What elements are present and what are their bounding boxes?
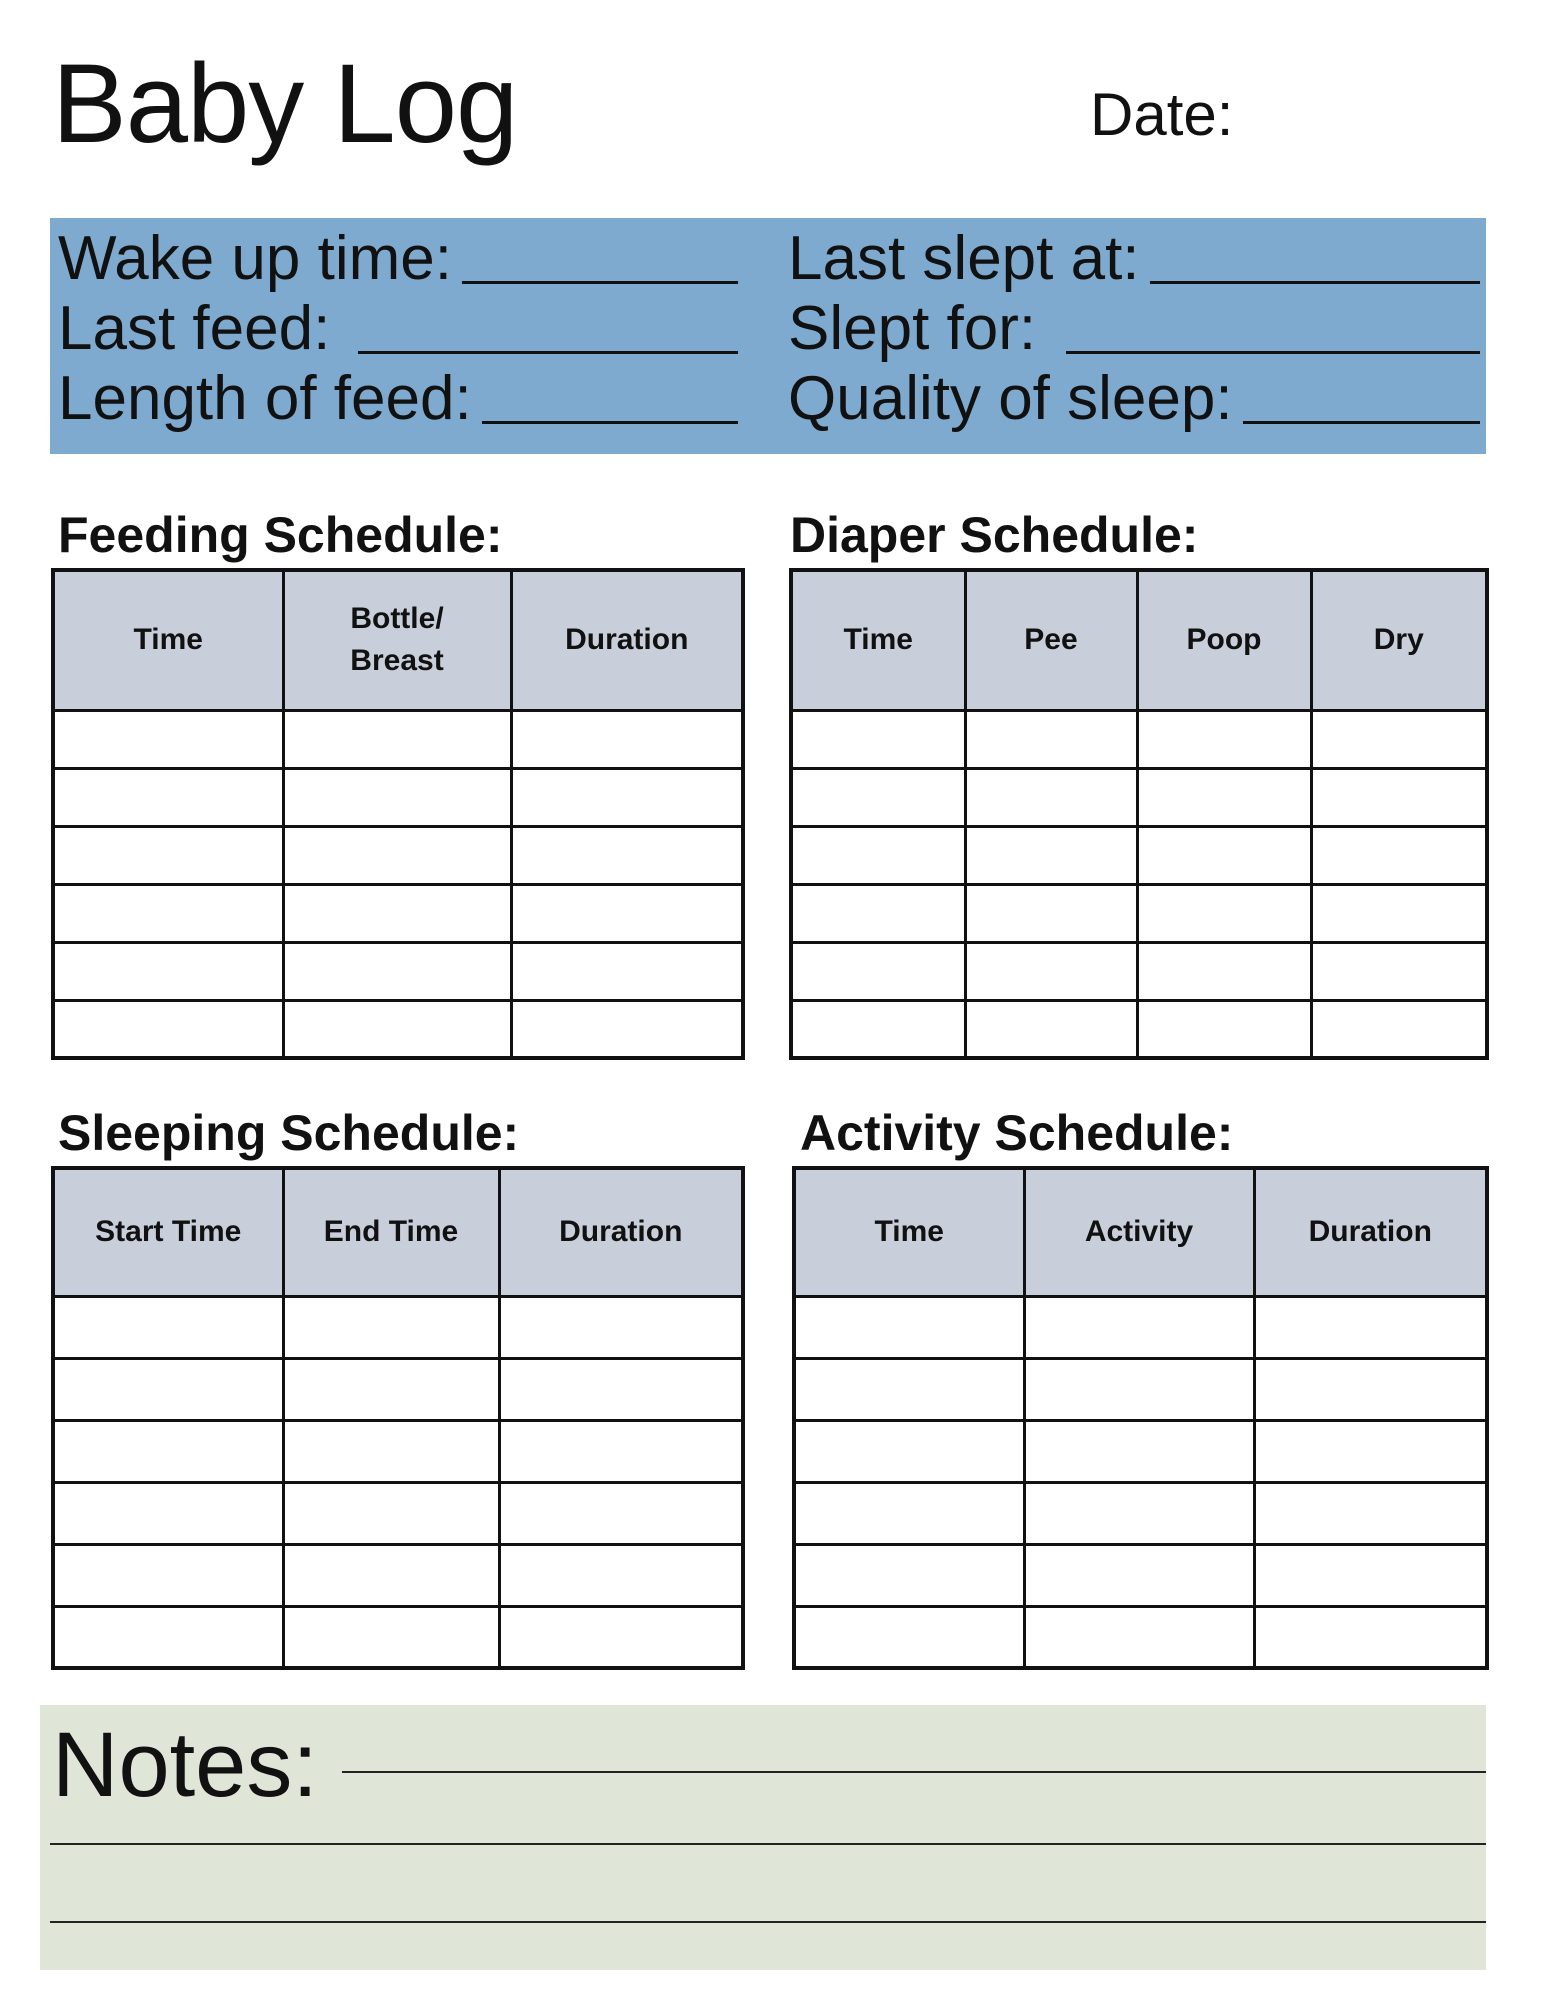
table-cell[interactable] [1137, 768, 1311, 826]
last-slept-at-field[interactable] [1150, 281, 1480, 284]
table-cell[interactable] [511, 768, 743, 826]
activity-col-duration: Duration [1254, 1168, 1487, 1296]
table-cell[interactable] [1024, 1482, 1254, 1544]
table-cell[interactable] [1311, 826, 1487, 884]
table-cell[interactable] [511, 884, 743, 942]
table-cell[interactable] [511, 710, 743, 768]
last-feed-label: Last feed: [58, 294, 331, 363]
diaper-schedule-title: Diaper Schedule: [790, 507, 1199, 563]
table-cell[interactable] [791, 768, 965, 826]
slept-for-field[interactable] [1066, 351, 1480, 354]
wake-up-time-row [58, 224, 738, 293]
table-cell[interactable] [1254, 1606, 1487, 1668]
last-slept-at-label: Last slept at: [788, 224, 1140, 293]
table-cell[interactable] [283, 710, 511, 768]
table-row [794, 1358, 1487, 1420]
table-cell[interactable] [511, 1000, 743, 1058]
table-cell[interactable] [965, 1000, 1137, 1058]
last-feed-row [58, 294, 738, 363]
sleeping-table [51, 1166, 745, 1670]
info-band [50, 218, 1486, 454]
table-cell[interactable] [794, 1606, 1024, 1668]
table-row [53, 1358, 743, 1420]
feeding-body [53, 710, 743, 1058]
table-cell[interactable] [499, 1482, 743, 1544]
feeding-header-row [53, 570, 743, 710]
table-row [53, 1482, 743, 1544]
diaper-header-row [791, 570, 1487, 710]
table-cell[interactable] [1254, 1296, 1487, 1358]
table-cell[interactable] [965, 826, 1137, 884]
table-cell[interactable] [283, 1544, 499, 1606]
table-cell[interactable] [794, 1358, 1024, 1420]
activity-col-activity: Activity [1024, 1168, 1254, 1296]
date-label: Date: [1090, 81, 1234, 148]
sleeping-schedule-title: Sleeping Schedule: [58, 1105, 520, 1161]
notes-line[interactable] [342, 1771, 1486, 1773]
table-row [53, 826, 743, 884]
table-cell[interactable] [965, 710, 1137, 768]
length-of-feed-field[interactable] [482, 421, 738, 424]
table-cell[interactable] [283, 884, 511, 942]
table-cell[interactable] [794, 1544, 1024, 1606]
table-cell[interactable] [1137, 1000, 1311, 1058]
table-cell[interactable] [791, 710, 965, 768]
table-cell[interactable] [499, 1358, 743, 1420]
slept-for-row [788, 294, 1480, 363]
table-row [791, 826, 1487, 884]
table-cell[interactable] [791, 826, 965, 884]
table-cell[interactable] [283, 1358, 499, 1420]
notes-line[interactable] [50, 1843, 1486, 1845]
table-cell[interactable] [53, 768, 283, 826]
last-feed-field[interactable] [358, 351, 738, 354]
table-row [794, 1606, 1487, 1668]
table-cell[interactable] [1254, 1544, 1487, 1606]
table-cell[interactable] [53, 1296, 283, 1358]
feeding-col-duration: Duration [511, 570, 743, 710]
table-row [53, 768, 743, 826]
table-cell[interactable] [965, 768, 1137, 826]
wake-up-time-label: Wake up time: [58, 224, 452, 293]
table-row [794, 1296, 1487, 1358]
table-cell[interactable] [53, 884, 283, 942]
table-cell[interactable] [53, 710, 283, 768]
table-cell[interactable] [1024, 1606, 1254, 1668]
table-row [791, 884, 1487, 942]
table-cell[interactable] [794, 1420, 1024, 1482]
sleeping-body [53, 1296, 743, 1668]
table-cell[interactable] [1311, 884, 1487, 942]
notes-line[interactable] [50, 1921, 1486, 1923]
table-cell[interactable] [1137, 884, 1311, 942]
table-cell[interactable] [1024, 1358, 1254, 1420]
diaper-col-pee: Pee [965, 570, 1137, 710]
activity-body [794, 1296, 1487, 1668]
diaper-body [791, 710, 1487, 1058]
table-cell[interactable] [965, 942, 1137, 1000]
table-cell[interactable] [1137, 942, 1311, 1000]
quality-of-sleep-label: Quality of sleep: [788, 364, 1233, 433]
table-cell[interactable] [791, 884, 965, 942]
table-cell[interactable] [965, 884, 1137, 942]
table-cell[interactable] [499, 1544, 743, 1606]
table-row [791, 1000, 1487, 1058]
table-row [53, 1606, 743, 1668]
length-of-feed-row [58, 364, 738, 433]
table-cell[interactable] [1024, 1296, 1254, 1358]
table-row [794, 1544, 1487, 1606]
table-row [53, 942, 743, 1000]
table-cell[interactable] [53, 942, 283, 1000]
table-cell[interactable] [499, 1420, 743, 1482]
table-cell[interactable] [1311, 710, 1487, 768]
feeding-col-time: Time [53, 570, 283, 710]
table-cell[interactable] [53, 826, 283, 884]
diaper-col-dry: Dry [1311, 570, 1487, 710]
table-cell[interactable] [1311, 942, 1487, 1000]
table-cell[interactable] [283, 1420, 499, 1482]
diaper-col-time: Time [791, 570, 965, 710]
feeding-col-bottle-breast: Bottle/ Breast [283, 570, 511, 710]
notes-title: Notes: [52, 1714, 318, 1816]
table-cell[interactable] [53, 1358, 283, 1420]
table-cell[interactable] [1137, 710, 1311, 768]
table-row [53, 884, 743, 942]
table-row [791, 710, 1487, 768]
table-cell[interactable] [283, 1000, 511, 1058]
table-cell[interactable] [283, 1296, 499, 1358]
table-cell[interactable] [794, 1296, 1024, 1358]
table-cell[interactable] [791, 942, 965, 1000]
table-row [53, 1544, 743, 1606]
diaper-table [789, 568, 1489, 1060]
table-cell[interactable] [53, 1606, 283, 1668]
table-cell[interactable] [499, 1606, 743, 1668]
activity-table [792, 1166, 1489, 1670]
table-cell[interactable] [1137, 826, 1311, 884]
table-cell[interactable] [1254, 1420, 1487, 1482]
sleeping-col-duration: Duration [499, 1168, 743, 1296]
table-cell[interactable] [794, 1482, 1024, 1544]
table-row [791, 942, 1487, 1000]
notes-band [40, 1705, 1486, 1970]
table-cell[interactable] [511, 942, 743, 1000]
table-cell[interactable] [1254, 1482, 1487, 1544]
last-slept-at-row [788, 224, 1480, 293]
table-cell[interactable] [511, 826, 743, 884]
sleeping-header-row [53, 1168, 743, 1296]
table-cell[interactable] [53, 1544, 283, 1606]
table-cell[interactable] [53, 1420, 283, 1482]
diaper-col-poop: Poop [1137, 570, 1311, 710]
quality-of-sleep-row [788, 364, 1480, 433]
table-row [791, 768, 1487, 826]
wake-up-time-field[interactable] [462, 281, 738, 284]
table-row [53, 1296, 743, 1358]
page-title: Baby Log [52, 41, 518, 166]
feeding-schedule-title: Feeding Schedule: [58, 507, 503, 563]
table-cell[interactable] [283, 768, 511, 826]
table-cell[interactable] [283, 1482, 499, 1544]
sleeping-col-start-time: Start Time [53, 1168, 283, 1296]
table-cell[interactable] [1311, 1000, 1487, 1058]
table-cell[interactable] [1311, 768, 1487, 826]
table-row [53, 1000, 743, 1058]
table-row [53, 1420, 743, 1482]
table-cell[interactable] [283, 1606, 499, 1668]
table-cell[interactable] [53, 1482, 283, 1544]
length-of-feed-label: Length of feed: [58, 364, 472, 433]
table-cell[interactable] [791, 1000, 965, 1058]
activity-schedule-title: Activity Schedule: [800, 1105, 1234, 1161]
table-row [53, 710, 743, 768]
table-cell[interactable] [1024, 1544, 1254, 1606]
quality-of-sleep-field[interactable] [1243, 421, 1480, 424]
table-row [794, 1482, 1487, 1544]
table-cell[interactable] [53, 1000, 283, 1058]
table-cell[interactable] [283, 826, 511, 884]
sleeping-col-end-time: End Time [283, 1168, 499, 1296]
table-row [794, 1420, 1487, 1482]
slept-for-label: Slept for: [788, 294, 1037, 363]
table-cell[interactable] [283, 942, 511, 1000]
activity-header-row [794, 1168, 1487, 1296]
table-cell[interactable] [1024, 1420, 1254, 1482]
feeding-table [51, 568, 745, 1060]
table-cell[interactable] [499, 1296, 743, 1358]
activity-col-time: Time [794, 1168, 1024, 1296]
table-cell[interactable] [1254, 1358, 1487, 1420]
